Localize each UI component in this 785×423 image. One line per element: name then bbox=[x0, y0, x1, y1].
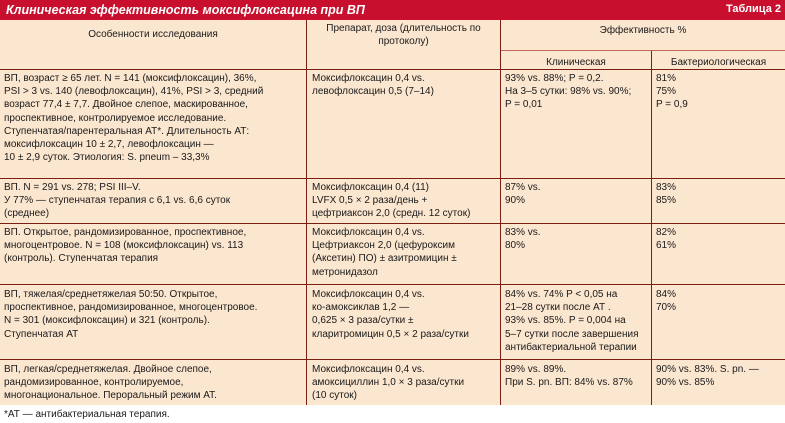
row5-bacteriological: 90% vs. 83%. S. pn. — 90% vs. 85% bbox=[656, 364, 759, 389]
row-divider bbox=[0, 178, 785, 179]
row3-features: ВП. Открытое, рандомизированное, проспективное, многоцентровое. N = 108 (моксифлоксацин) vs. 113 (контроль). Ступенчатая терапия bbox=[4, 227, 247, 265]
header-divider bbox=[0, 69, 785, 70]
row3-bacteriological: 82% 61% bbox=[656, 227, 677, 252]
row-divider bbox=[0, 223, 785, 224]
row5-clinical: 89% vs. 89%. При S. pn. ВП: 84% vs. 87% bbox=[505, 364, 633, 389]
header-efficacy: Эффективность % bbox=[599, 25, 687, 36]
column-divider bbox=[306, 20, 307, 405]
header-clinical: Клиническая bbox=[546, 57, 606, 68]
table-number: Таблица 2 bbox=[725, 3, 781, 15]
row5-features: ВП, легкая/среднетяжелая. Двойное слепое, рандомизированное, контролируемое, многонациональное. Пероральный режим АТ. bbox=[4, 364, 217, 402]
row5-drug: Моксифлоксацин 0,4 vs. амоксициллин 1,0 × 3 раза/сутки (10 суток) bbox=[312, 364, 465, 402]
row4-features: ВП, тяжелая/среднетяжелая 50:50. Открытое, проспективное, рандомизированное, многоцентровое. N = 301 (моксифлоксацин) и 321 (контроль). Ступенчатая АТ bbox=[4, 289, 258, 340]
row4-bacteriological: 84% 70% bbox=[656, 289, 677, 314]
title-bar bbox=[0, 0, 785, 20]
row1-features: ВП, возраст ≥ 65 лет. N = 141 (моксифлоксацин), 36%, PSI > 3 vs. 140 (левофлоксацин), 41%, PSI > 3, средний возраст 77,4 ± 7,7. Двойное слепое, маскированное, проспективное, контролируемое исследование. Ступенчатая/парентеральная АТ*. Длительность АТ: моксифлоксацин 10 ± 2,7, левофлоксацин — 10 ± 2,9 суток. Этиология: S. pneum – 33,3% bbox=[4, 73, 264, 164]
row1-bacteriological: 81% 75% P = 0,9 bbox=[656, 73, 688, 111]
row2-features: ВП. N = 291 vs. 278; PSI III–V. У 77% — ступенчатая терапия с 6,1 vs. 6,6 суток (среднее) bbox=[4, 182, 231, 220]
header-features: Особенности исследования bbox=[88, 29, 218, 40]
header-drug: Препарат, доза (длительность по протоколу) bbox=[326, 23, 481, 47]
row3-clinical: 83% vs. 80% bbox=[505, 227, 541, 252]
row2-bacteriological: 83% 85% bbox=[656, 182, 677, 207]
subheader-divider bbox=[501, 50, 785, 51]
row-divider bbox=[0, 284, 785, 285]
footnote: *АТ — антибактериальная терапия. bbox=[4, 409, 170, 420]
row4-clinical: 84% vs. 74% P < 0,05 на 21–28 сутки после АТ . 93% vs. 85%. P = 0,004 на 5–7 сутки после завершения антибактериальной терапии bbox=[505, 289, 639, 353]
header-bacteriological: Бактериологическая bbox=[670, 57, 767, 68]
row1-drug: Моксифлоксацин 0,4 vs. левофлоксацин 0,5 (7–14) bbox=[312, 73, 434, 98]
table-title: Клиническая эффективность моксифлоксацина при ВП bbox=[6, 3, 365, 17]
row2-clinical: 87% vs. 90% bbox=[505, 182, 541, 207]
column-divider bbox=[651, 50, 652, 405]
row-divider bbox=[0, 359, 785, 360]
row3-drug: Моксифлоксацин 0,4 vs. Цефтриаксон 2,0 (цефуроксим (Аксетин) ПО) ± азитромицин ± метронидазол bbox=[312, 227, 457, 278]
row2-drug: Моксифлоксацин 0,4 (11) LVFX 0,5 × 2 раза/день + цефтриаксон 2,0 (средн. 12 суток) bbox=[312, 182, 471, 220]
efficacy-table bbox=[0, 20, 785, 405]
row4-drug: Моксифлоксацин 0,4 vs. ко-амоксиклав 1,2 — 0,625 × 3 раза/сутки ± кларитромицин 0,5 × 2 раза/сутки bbox=[312, 289, 469, 340]
column-divider bbox=[500, 20, 501, 405]
row1-clinical: 93% vs. 88%; P = 0,2. На 3–5 сутки: 98% vs. 90%; P = 0,01 bbox=[505, 73, 632, 111]
